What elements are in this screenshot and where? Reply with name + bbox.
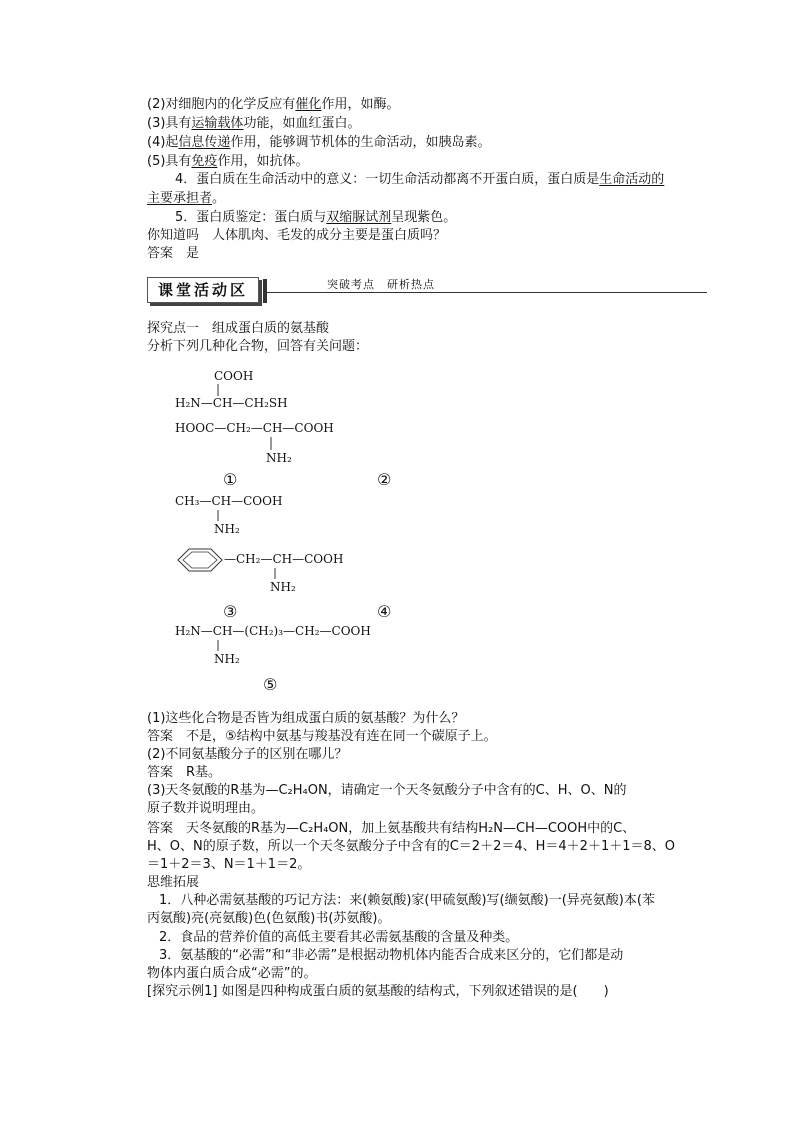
example-question: [探究示例1] 如图是四种构成蛋白质的氨基酸的结构式，下列叙述错误的是( ): [147, 984, 609, 999]
label-3: ③: [223, 602, 238, 621]
s4-main: —CH₂—CH—COOH: [224, 552, 344, 566]
answer-3-line3: ＝1＋2＝3、N＝1＋1＝2。: [147, 857, 311, 872]
expand-3-cont: 物体内蛋白质合成“必需”的。: [147, 966, 317, 981]
inquiry-heading: 探究点一 组成蛋白质的氨基酸: [147, 321, 330, 336]
banner-title: 课堂活动区: [147, 277, 259, 303]
answer: 答案 是: [147, 246, 200, 261]
question-2: (2)不同氨基酸分子的区别在哪儿？: [147, 747, 348, 762]
text-line-immunity: (5)具有免疫作用，如抗体。: [147, 154, 309, 169]
answer-3: 答案 天冬氨酸的R基为—C₂H₄ON，加上氨基酸共有结构H₂N—CH—COOH中的C、: [147, 821, 636, 836]
s1-main: H₂N—CH—CH₂SH: [175, 396, 288, 410]
label-2: ②: [377, 470, 392, 489]
banner-subtitle: 突破考点 研析热点: [327, 278, 435, 291]
s3-main: CH₃—CH—COOH: [175, 494, 283, 508]
label-4: ④: [377, 602, 392, 621]
benzene-inner: [183, 552, 217, 568]
s3-nh2: NH₂: [214, 522, 240, 536]
expand-2: 2．食品的营养价值的高低主要看其必需氨基酸的含量及种类。: [159, 930, 519, 945]
answer-3-line2: H、O、N的原子数，所以一个天冬氨酸分子中含有的C＝2＋2＝4、H＝4＋2＋1＋1＝8、O: [147, 839, 675, 854]
label-1: ①: [223, 470, 238, 489]
text-line-transport: (3)具有运输载体功能，如血红蛋白。: [147, 116, 361, 131]
s5-main: H₂N—CH—(CH₂)₃—CH₂—COOH: [175, 624, 371, 638]
s5-nh2: NH₂: [214, 652, 240, 666]
s2-nh2: NH₂: [266, 451, 292, 465]
expand-1: 1．八种必需氨基酸的巧记方法：来(赖氨酸)家(甲硫氨酸)写(缬氨酸)一(异亮氨酸)本(苯: [159, 893, 655, 908]
answer-2: 答案 R基。: [147, 765, 222, 780]
text-line-significance: 4．蛋白质在生命活动中的意义：一切生命活动都离不开蛋白质，蛋白质是生命活动的: [175, 172, 665, 187]
label-5: ⑤: [263, 675, 278, 694]
s1-cooh: COOH: [214, 369, 254, 383]
expand-1-cont: 丙氨酸)亮(亮氨酸)色(色氨酸)书(苏氨酸)。: [147, 911, 391, 926]
question-1: (1)这些化合物是否皆为组成蛋白质的氨基酸？为什么？: [147, 711, 465, 726]
s4-nh2: NH₂: [270, 580, 296, 594]
inquiry-intro: 分析下列几种化合物，回答有关问题：: [147, 339, 369, 354]
text-line-identification: 5．蛋白质鉴定：蛋白质与双缩脲试剂呈现紫色。: [175, 210, 457, 225]
did-you-know: 你知道吗 人体肌肉、毛发的成分主要是蛋白质吗？: [147, 228, 447, 243]
question-3: (3)天冬氨酸的R基为—C₂H₄ON，请确定一个天冬氨酸分子中含有的C、H、O、N的: [147, 783, 627, 798]
answer-1: 答案 不是，⑤结构中氨基与羧基没有连在同一个碳原子上。: [147, 729, 497, 744]
text-line-significance-cont: 主要承担者。: [147, 191, 226, 206]
expand-heading: 思维拓展: [147, 875, 200, 890]
question-3-cont: 原子数并说明理由。: [147, 801, 265, 816]
text-line-catalysis: (2)对细胞内的化学反应有催化作用，如酶。: [147, 97, 400, 112]
text-line-signal: (4)起信息传递作用，能够调节机体的生命活动，如胰岛素。: [147, 135, 491, 150]
s2-main: HOOC—CH₂—CH—COOH: [175, 421, 334, 435]
expand-3: 3．氨基酸的“必需”和“非必需”是根据动物机体内能否合成来区分的，它们都是动: [159, 948, 624, 963]
